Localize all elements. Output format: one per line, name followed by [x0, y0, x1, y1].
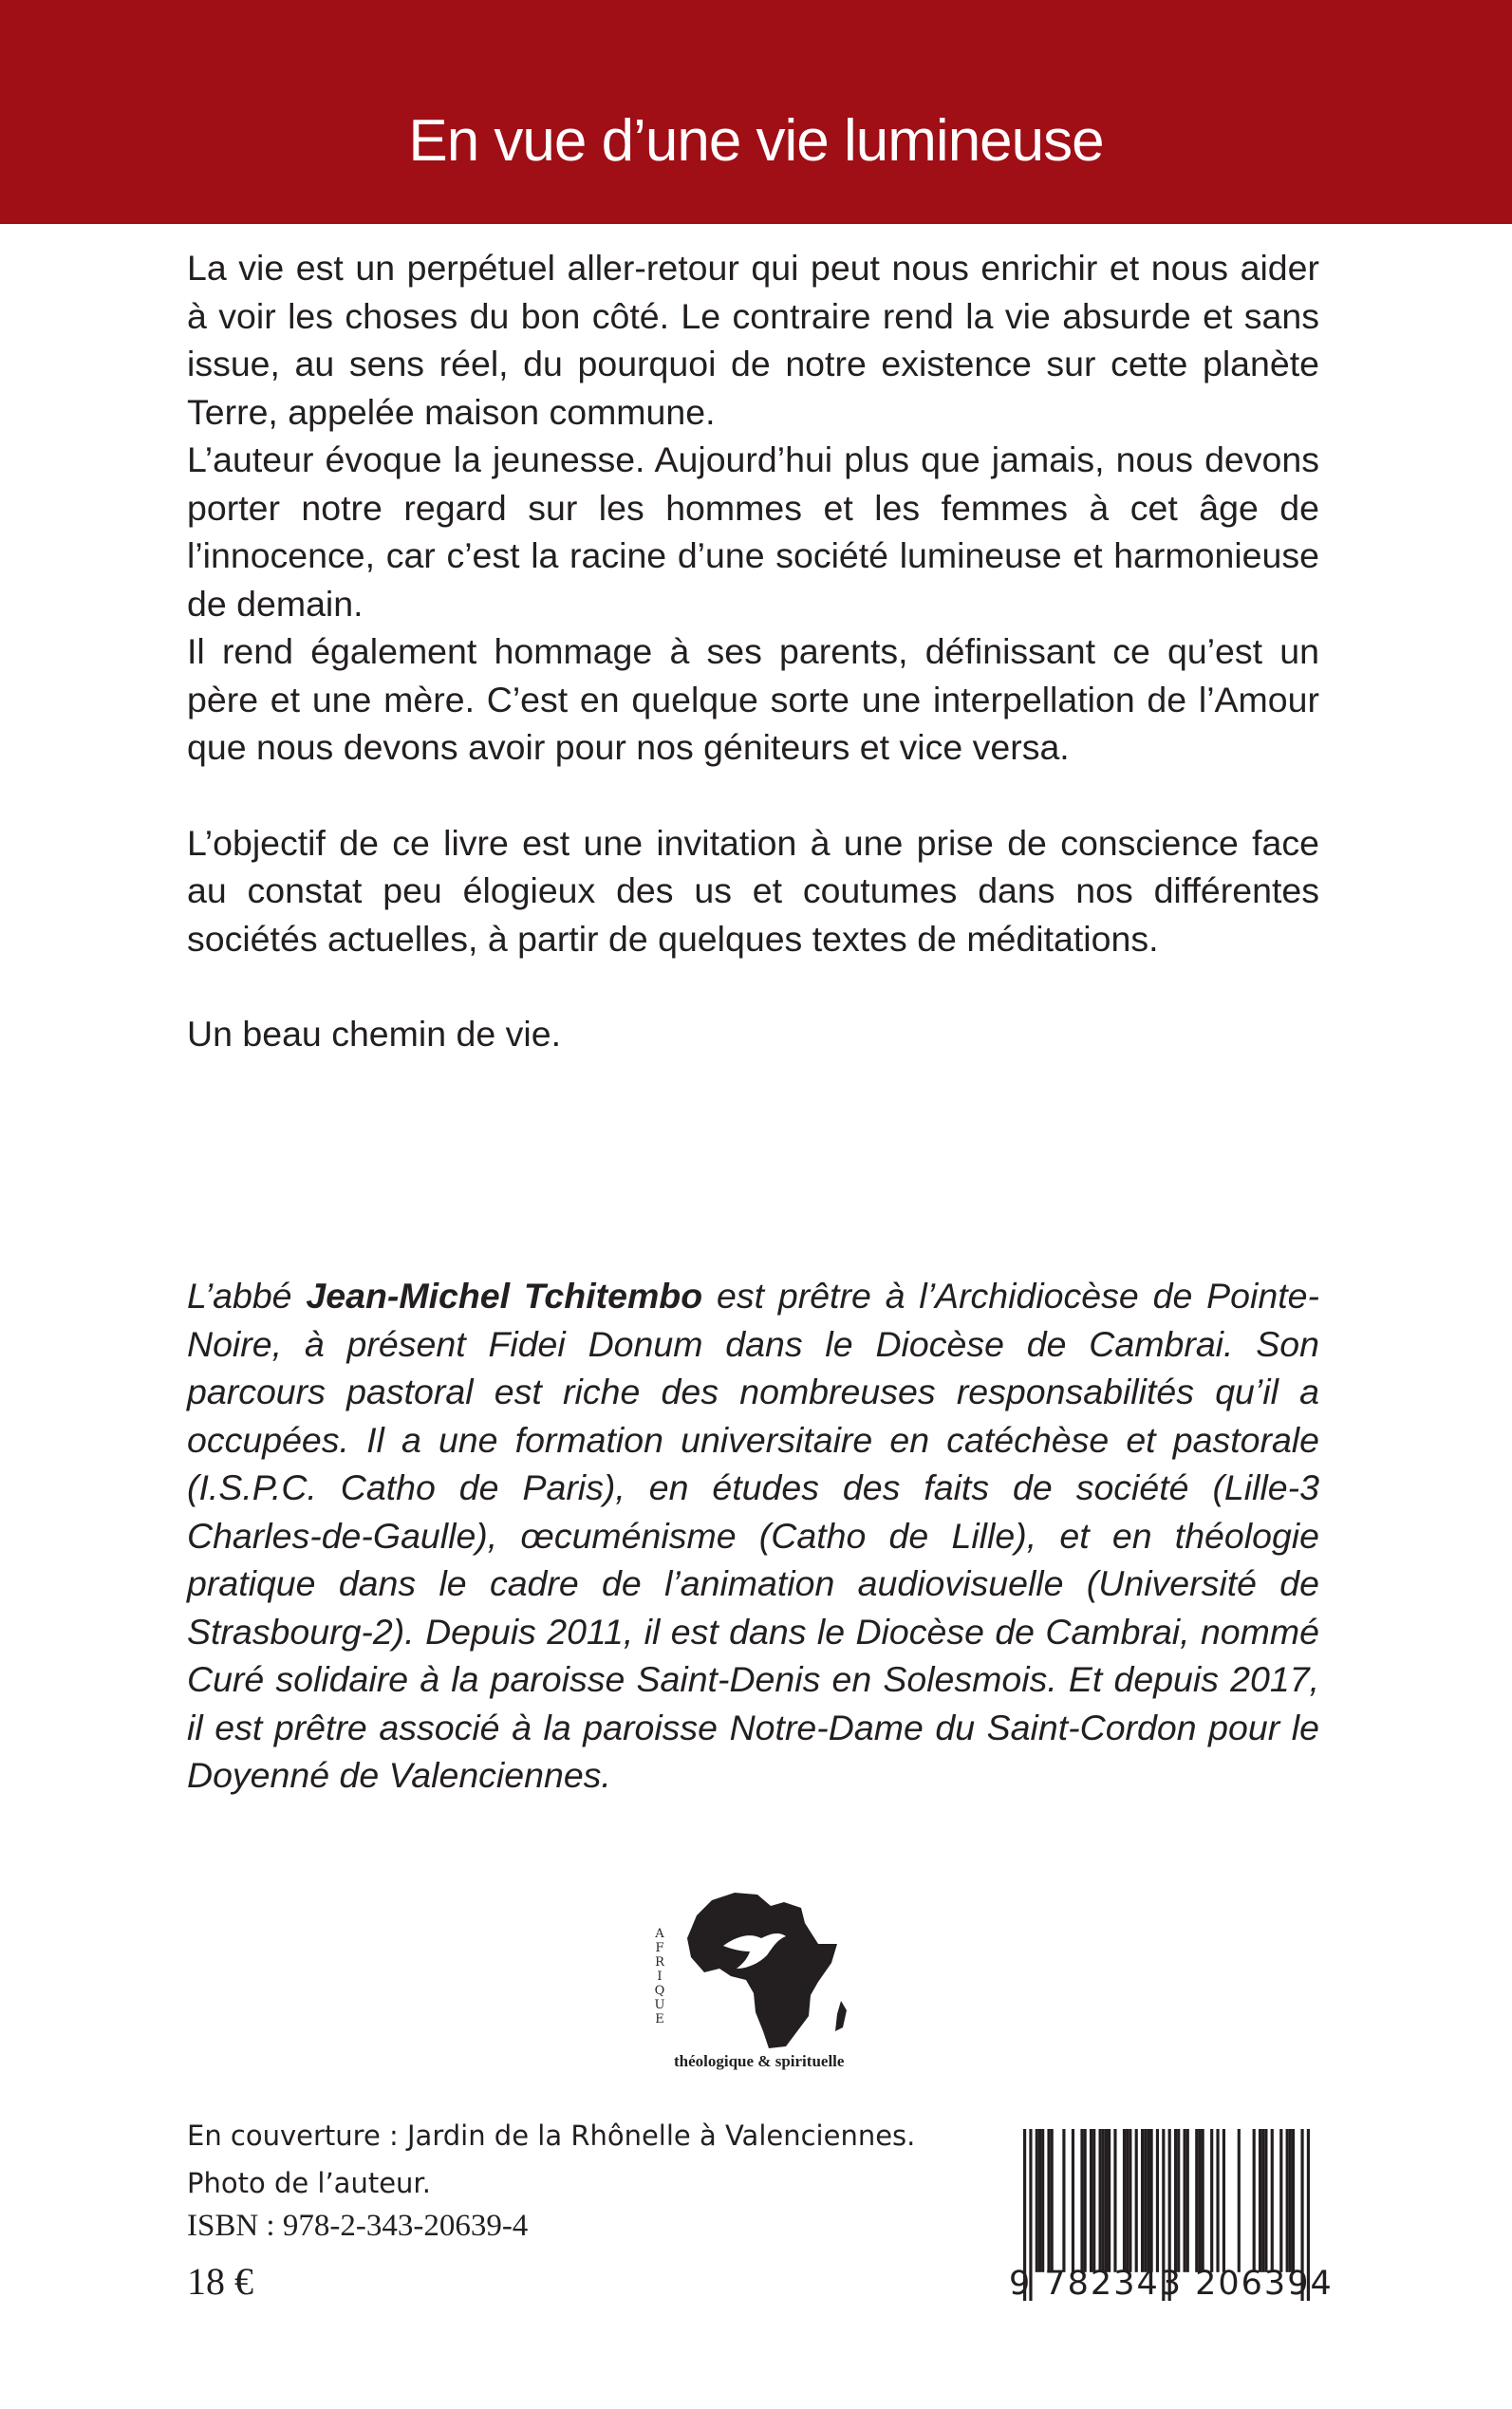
- barcode-bar: [1198, 2129, 1201, 2272]
- barcode-bar: [1135, 2129, 1138, 2272]
- publisher-logo: [651, 1889, 869, 2079]
- logo-subtitle: théologique & spirituelle: [674, 2052, 845, 2070]
- barcode-bar: [1123, 2129, 1126, 2272]
- barcode-bar: [1141, 2129, 1144, 2272]
- cover-credit: En couverture : Jardin de la Rhônelle à Valenciennes.: [187, 2120, 916, 2152]
- barcode-bar: [1210, 2129, 1213, 2272]
- barcode-bar: [1259, 2129, 1261, 2272]
- barcode-bar: [1261, 2129, 1264, 2272]
- barcode-bar: [1126, 2129, 1129, 2272]
- barcode-bar: [1195, 2129, 1198, 2272]
- summary-paragraph: La vie est un perpétuel aller-retour qui peut nous enrichir et nous aider à voir les choses du bon côté. Le contraire rend la vie absurde et sans issue, au sens réel, du pourquoi de notre existence sur cette planète Terre, appelée maison commune.: [187, 248, 1319, 432]
- barcode-bar: [1129, 2129, 1131, 2272]
- summary-paragraph: L’auteur évoque la jeunesse. Aujourd’hui plus que jamais, nous devons porter notre regard sur les hommes et les femmes à cet âge de l’innocence, car c’est la racine d’une société lumineuse et harmonieuse de demain.: [187, 439, 1319, 624]
- logo-vertical-letters: A F R I Q U E: [654, 1927, 665, 2026]
- summary-paragraph: Il rend également hommage à ses parents, définissant ce qu’est un père et une mère. C’est en quelque sorte une interpellation de l’Amour que nous devons avoir pour nos géniteurs et vice versa.: [187, 631, 1319, 767]
- barcode-bar: [1113, 2129, 1116, 2272]
- barcode-bar: [1238, 2129, 1241, 2272]
- book-title: En vue d’une vie lumineuse: [408, 108, 1104, 174]
- barcode-bar: [1271, 2129, 1274, 2272]
- barcode-bar: [1051, 2129, 1054, 2272]
- barcode-bar: [1047, 2129, 1050, 2272]
- author-bio: [187, 1272, 1319, 1800]
- africa-dove-icon: [651, 1889, 869, 2055]
- barcode-bar: [1038, 2129, 1041, 2272]
- barcode-bar: [1202, 2129, 1204, 2272]
- photo-credit: Photo de l’auteur.: [187, 2167, 431, 2199]
- barcode-bar: [1253, 2129, 1256, 2272]
- barcode-bar: [1080, 2129, 1083, 2272]
- barcode-bar: [1090, 2129, 1092, 2272]
- title-banner: [0, 0, 1512, 224]
- back-cover-summary: [187, 244, 1319, 1058]
- barcode-bar: [1092, 2129, 1095, 2272]
- barcode-bar: [1286, 2129, 1289, 2272]
- summary-closing: Un beau chemin de vie.: [187, 1014, 561, 1054]
- cover-credits: [187, 2112, 915, 2207]
- barcode-bar: [1072, 2129, 1074, 2272]
- barcode-number: 9 782343 206394: [1009, 2265, 1334, 2303]
- barcode-bar: [1041, 2129, 1044, 2272]
- barcode-bar: [1177, 2129, 1180, 2272]
- barcode-bar: [1174, 2129, 1177, 2272]
- barcode-bar: [1098, 2129, 1101, 2272]
- isbn: ISBN : 978-2-343-20639-4: [187, 2209, 529, 2243]
- barcode-bar: [1105, 2129, 1108, 2272]
- barcode-bar: [1062, 2129, 1065, 2272]
- price: 18 €: [187, 2260, 253, 2303]
- barcode-bar: [1144, 2129, 1147, 2272]
- barcode-bar: [1108, 2129, 1111, 2272]
- barcode-bar: [1289, 2129, 1292, 2272]
- barcode-bar: [1223, 2129, 1225, 2272]
- barcode-bar: [1279, 2129, 1282, 2272]
- bio-text: est prêtre à l’Archidiocèse de Pointe-Noire, à présent Fidei Donum dans le Diocèse de Cambrai. Son parcours pastoral est riche des nombreuses responsabilités qu’il a occupées. Il a une formation universitaire en catéchèse et pastorale (I.S.P.C. Catho de Paris), en études des faits de société (Lille-3 Charles-de-Gaulle), œcuménisme (Catho de Lille), et en théologie pratique dans le cadre de l’animation audiovisuelle (Université de Strasbourg-2). Depuis 2011, il est dans le Diocèse de Cambrai, nommé Curé solidaire à la paroisse Saint-Denis en Solesmois. Et depuis 2017, il est prêtre associé à la paroisse Notre-Dame du Saint-Cordon pour le Doyenné de Valenciennes.: [187, 1276, 1319, 1795]
- barcode-bar: [1292, 2129, 1295, 2272]
- barcode-bar: [1147, 2129, 1149, 2272]
- barcode-bar: [1186, 2129, 1189, 2272]
- barcode-bar: [1216, 2129, 1219, 2272]
- barcode-bar: [1183, 2129, 1185, 2272]
- barcode-bar: [1150, 2129, 1153, 2272]
- author-name: Jean-Michel Tchitembo: [306, 1276, 703, 1316]
- barcode-bar: [1102, 2129, 1105, 2272]
- barcode-bar: [1084, 2129, 1087, 2272]
- summary-paragraph: L’objectif de ce livre est une invitation à une prise de conscience face au constat peu élogieux des us et coutumes dans nos différentes sociétés actuelles, à partir de quelques textes de méditations.: [187, 822, 1319, 959]
- barcode-bar: [1156, 2129, 1159, 2272]
- barcode-bar: [1036, 2129, 1038, 2272]
- bio-prefix: L’abbé: [187, 1276, 307, 1316]
- barcode-bar: [1264, 2129, 1267, 2272]
